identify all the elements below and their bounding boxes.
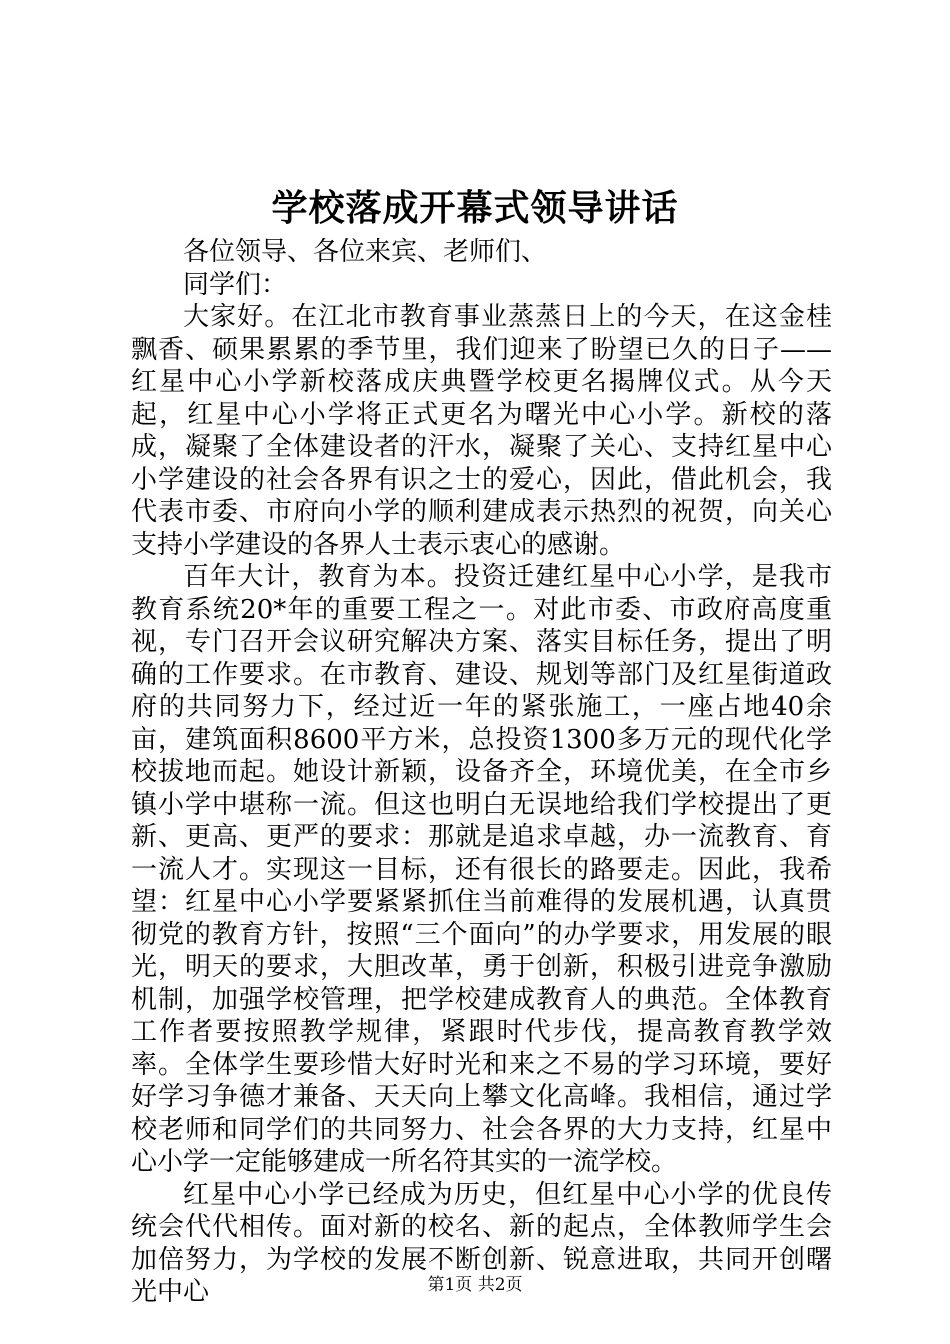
body-paragraph: 百年大计，教育为本。投资迁建红星中心小学，是我市教育系统20*年的重要工程之一。对此市委、市政府高度重视，专门召开会议研究解决方案、落实目标任务，提出了明确的工作要求。在市教育、建设、规划等部门及红星街道政府的共同努力下，经过近一年的紧张施工，一座占地40余亩，建筑面积8600平方米，总投资1300多万元的现代化学校拔地而起。她设计新颖，设备齐全，环境优美，在全市乡镇小学中堪称一流。但这也明白无误地给我们学校提出了更新、更高、更严的要求：那就是追求卓越，办一流教育、育一流人才。实现这一目标，还有很长的路要走。因此，我希望：红星中心小学要紧紧抓住当前难得的发展机遇，认真贯彻党的教育方针，按照“三个面向”的办学要求，用发展的眼光，明天的要求，大胆改革，勇于创新，积极引进竞争激励机制，加强学校管理，把学校建成教育人的典范。全体教育工作者要按照教学规律，紧跟时代步伐，提高教育教学效率。全体学生要珍惜大好时光和来之不易的学习环境，要好好学习争德才兼备、天天向上攀文化高峰。我相信，通过学校老师和同学们的共同努力、社会各界的大力支持，红星中心小学一定能够建成一所名符其实的一流学校。 <box>131 562 832 1177</box>
page-number-footer: 第1页 共2页 <box>427 1275 523 1295</box>
document-title: 学校落成开幕式领导讲话 <box>271 187 679 229</box>
body-paragraph: 大家好。在江北市教育事业蒸蒸日上的今天，在这金桂飘香、硕果累累的季节里，我们迎来了盼望已久的日子——红星中心小学新校落成庆典暨学校更名揭牌仪式。从今天起，红星中心小学将正式更名为曙光中心小学。新校的落成，凝聚了全体建设者的汗水，凝聚了关心、支持红星中心小学建设的社会各界有识之士的爱心，因此，借此机会，我代表市委、市府向小学的顺利建成表示热烈的祝贺，向关心支持小学建设的各界人士表示衷心的感谢。 <box>131 302 832 560</box>
document-body <box>131 236 832 1309</box>
salutation-line: 同学们： <box>183 269 288 300</box>
body-paragraph: 红星中心小学已经成为历史，但红星中心小学的优良传统会代代相传。面对新的校名、新的起点，全体教师学生会加倍努力，为学校的发展不断创新、锐意进取，共同开创曙光中心 <box>131 1179 832 1307</box>
salutation-line: 各位领导、各位来宾、老师们、 <box>183 237 548 267</box>
